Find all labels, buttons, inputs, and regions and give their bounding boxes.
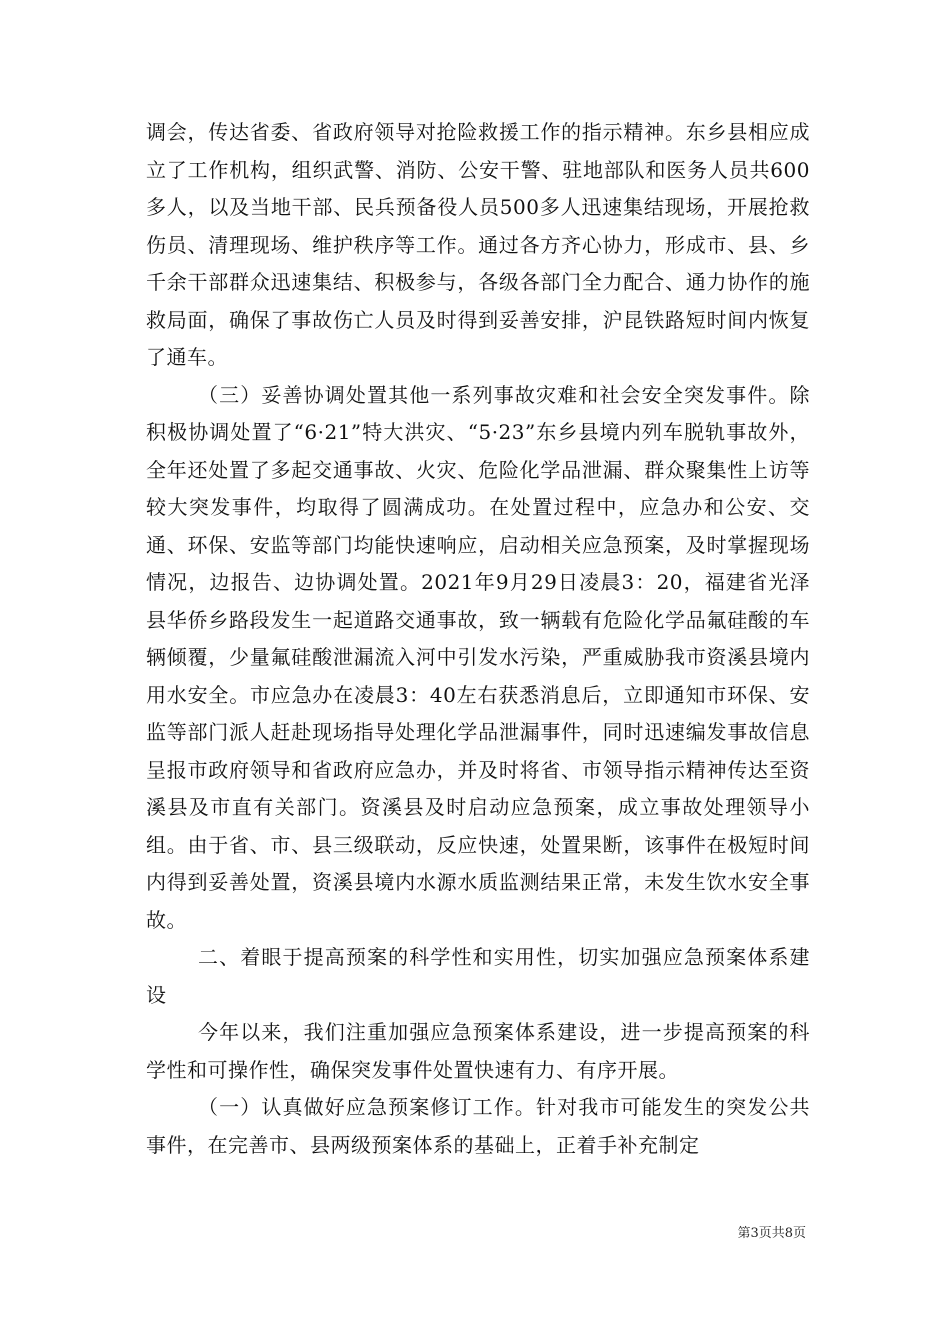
paragraph-intro: 今年以来，我们注重加强应急预案体系建设，进一步提高预案的科学性和可操作性，确保突发事件处置快速有力、有序开展。 <box>146 1020 810 1082</box>
page-number-footer: 第3页共8页 <box>737 1226 806 1241</box>
paragraph-continuation: 调会，传达省委、省政府领导对抢险救援工作的指示精神。东乡县相应成立了工作机构，组织武警、消防、公安干警、驻地部队和医务人员共600多人，以及当地干部、民兵预备役人员500多人迅速集结现场，开展抢救伤员、清理现场、维护秩序等工作。通过各方齐心协力，形成市、县、乡千余干部群众迅速集结、积极参与，各级各部门全力配合、通力协作的施救局面，确保了事故伤亡人员及时得到妥善安排，沪昆铁路短时间内恢复了通车。 <box>146 120 810 369</box>
paragraph-section-three: （三）妥善协调处置其他一系列事故灾难和社会安全突发事件。除积极协调处置了“6·21”特大洪灾、“5·23”东乡县境内列车脱轨事故外，全年还处置了多起交通事故、火灾、危险化学品泄漏、群众聚集性上访等较大突发事件，均取得了圆满成功。在处置过程中，应急办和公安、交通、环保、安监等部门均能快速响应，启动相关应急预案，及时掌握现场情况，边报告、边协调处置。2021年9月29日凌晨3：20，福建省光泽县华侨乡路段发生一起道路交通事故，致一辆载有危险化学品氟硅酸的车辆倾覆，少量氟硅酸泄漏流入河中引发水污染，严重威胁我市资溪县境内用水安全。市应急办在凌晨3：40左右获悉消息后，立即通知市环保、安监等部门派人赶赴现场指导处理化学品泄漏事件，同时迅速编发事故信息呈报市政府领导和省政府应急办，并及时将省、市领导指示精神传达至资溪县及市直有关部门。资溪县及时启动应急预案，成立事故处理领导小组。由于省、市、县三级联动，反应快速，处置果断，该事件在极短时间内得到妥善处置，资溪县境内水源水质监测结果正常，未发生饮水安全事故。 <box>146 382 810 932</box>
paragraph-subsection-one: （一）认真做好应急预案修订工作。针对我市可能发生的突发公共事件，在完善市、县两级预案体系的基础上，正着手补充制定 <box>146 1095 810 1157</box>
document-body <box>146 114 810 1164</box>
section-heading-two: 二、着眼于提高预案的科学性和实用性，切实加强应急预案体系建设 <box>146 945 810 1007</box>
